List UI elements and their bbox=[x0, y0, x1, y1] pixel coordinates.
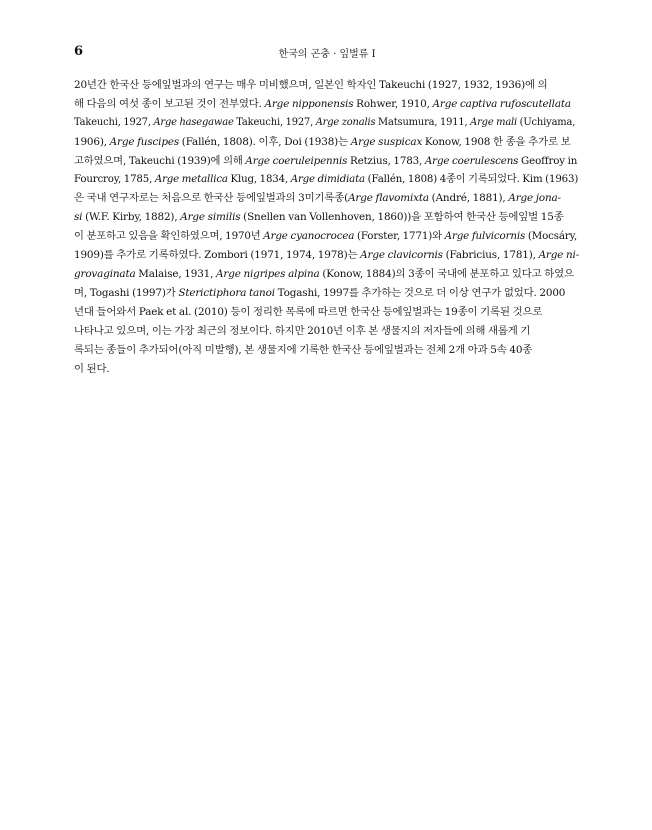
text-line bbox=[74, 227, 580, 246]
italic-species-name: Arge flavomixta bbox=[348, 192, 429, 205]
text-run: (Snellen van Vollenhoven, 1860))을 포함하여 한국산 등에잎벌 15종 bbox=[240, 211, 564, 224]
italic-species-name: si bbox=[74, 211, 83, 224]
text-run: Togashi, 1997를 추가하는 것으로 더 이상 연구가 없었다. 2000 bbox=[274, 286, 566, 299]
text-run: Geoffroy in bbox=[518, 154, 578, 167]
italic-species-name: Arge captiva rufoscutellata bbox=[432, 97, 571, 110]
text-run: Matsumura, 1911, bbox=[375, 116, 471, 128]
italic-species-name: Arge coeruleipennis bbox=[245, 154, 348, 167]
text-run: Rohwer, 1910, bbox=[353, 97, 433, 110]
page-header bbox=[74, 44, 580, 62]
italic-species-name: Arge clavicornis bbox=[360, 249, 443, 262]
text-run: (Forster, 1771)와 bbox=[354, 230, 445, 243]
body-paragraph bbox=[74, 76, 580, 379]
text-line bbox=[74, 171, 580, 190]
italic-species-name: Arge coerulescens bbox=[424, 154, 519, 167]
text-line bbox=[74, 360, 580, 379]
italic-species-name: Arge similis bbox=[180, 211, 241, 224]
text-line bbox=[74, 246, 580, 265]
text-run: (W.F. Kirby, 1882), bbox=[82, 211, 181, 224]
italic-species-name: Arge nipponensis bbox=[264, 97, 354, 110]
text-run: 이 된다. bbox=[74, 362, 110, 375]
text-run: Takeuchi, 1927, bbox=[74, 116, 154, 128]
italic-species-name: Arge ni- bbox=[538, 249, 580, 262]
italic-species-name: Arge nigripes alpina bbox=[216, 268, 320, 281]
text-run: 록되는 종들이 추가되어(아직 미발행), 본 생물지에 기록한 한국산 등에잎벌과는 전체 2개 아과 5속 40종 bbox=[74, 343, 533, 356]
text-run: (Konow, 1884)의 3종이 국내에 분포하고 있다고 하였으 bbox=[319, 268, 574, 281]
text-line bbox=[74, 133, 580, 152]
italic-species-name: Arge zonalis bbox=[315, 116, 376, 128]
text-run: 1906), bbox=[74, 135, 110, 148]
text-line bbox=[74, 341, 580, 360]
text-line bbox=[74, 152, 580, 171]
page-number: 6 bbox=[74, 44, 84, 59]
text-run: 1909)를 추가로 기록하였다. Zombori (1971, 1974, 1978)는 bbox=[74, 249, 361, 262]
italic-species-name: Arge fuscipes bbox=[109, 135, 180, 148]
text-line bbox=[74, 208, 580, 227]
text-line bbox=[74, 284, 580, 303]
text-run: (André, 1881), bbox=[428, 192, 509, 205]
text-run: Konow, 1908 한 종을 추가로 보 bbox=[422, 135, 571, 148]
text-line bbox=[74, 303, 580, 322]
text-run: Klug, 1834, bbox=[227, 173, 291, 185]
text-run: 년대 들어와서 Paek et al. (2010) 등이 정리한 목록에 따르면 한국산 등에잎벌과는 19종이 기록된 것으로 bbox=[74, 305, 543, 318]
text-run: (Fallén, 1808) 4종이 기록되었다. Kim (1963) bbox=[364, 173, 579, 185]
text-run: 며, Togashi (1997)가 bbox=[74, 286, 179, 299]
text-run: Retzius, 1783, bbox=[347, 154, 425, 167]
text-run: (Mocsáry, bbox=[525, 230, 578, 243]
italic-species-name: Arge cyanocrocea bbox=[263, 230, 355, 243]
text-run: 20년간 한국산 등에잎벌과의 연구는 매우 미비했으며, 일본인 학자인 Takeuchi (1927, 1932, 1936)에 의 bbox=[74, 79, 548, 91]
text-run: 해 다음의 여섯 종이 보고된 것이 전부였다. bbox=[74, 97, 265, 110]
italic-species-name: Arge fulvicornis bbox=[444, 230, 526, 243]
italic-species-name: Arge suspicax bbox=[350, 135, 423, 148]
text-run: Fourcroy, 1785, bbox=[74, 173, 155, 185]
text-run: (Uchiyama, bbox=[517, 116, 576, 128]
italic-species-name: Sterictiphora tanoi bbox=[178, 286, 275, 299]
text-run: 고하였으며, Takeuchi (1939)에 의해 bbox=[74, 154, 246, 167]
italic-species-name: Arge dimidiata bbox=[290, 173, 365, 185]
text-line bbox=[74, 265, 580, 284]
text-run: 나타나고 있으며, 이는 가장 최근의 정보이다. 하지만 2010년 이후 본 생물지의 저자들에 의해 새롭게 기 bbox=[74, 324, 531, 337]
text-run: Takeuchi, 1927, bbox=[233, 116, 316, 128]
italic-species-name: grovaginata bbox=[74, 268, 136, 281]
text-line bbox=[74, 95, 580, 114]
text-run: 은 국내 연구자로는 처음으로 한국산 등에잎벌과의 3미기록종( bbox=[74, 192, 349, 205]
text-run: (Fallén, 1808). 이후, Doi (1938)는 bbox=[179, 135, 351, 148]
running-title: 한국의 곤충 · 잎벌류 I bbox=[278, 49, 376, 60]
text-run: Malaise, 1931, bbox=[135, 268, 217, 281]
text-line bbox=[74, 114, 580, 133]
italic-species-name: Arge jona- bbox=[508, 192, 561, 205]
text-line bbox=[74, 76, 580, 95]
italic-species-name: Arge mali bbox=[470, 116, 518, 128]
text-run: (Fabricius, 1781), bbox=[442, 249, 539, 262]
text-run: 이 분포하고 있음을 확인하였으며, 1970년 bbox=[74, 230, 264, 243]
text-line bbox=[74, 189, 580, 208]
text-line bbox=[74, 322, 580, 341]
italic-species-name: Arge metallica bbox=[154, 173, 228, 185]
italic-species-name: Arge hasegawae bbox=[153, 116, 234, 128]
